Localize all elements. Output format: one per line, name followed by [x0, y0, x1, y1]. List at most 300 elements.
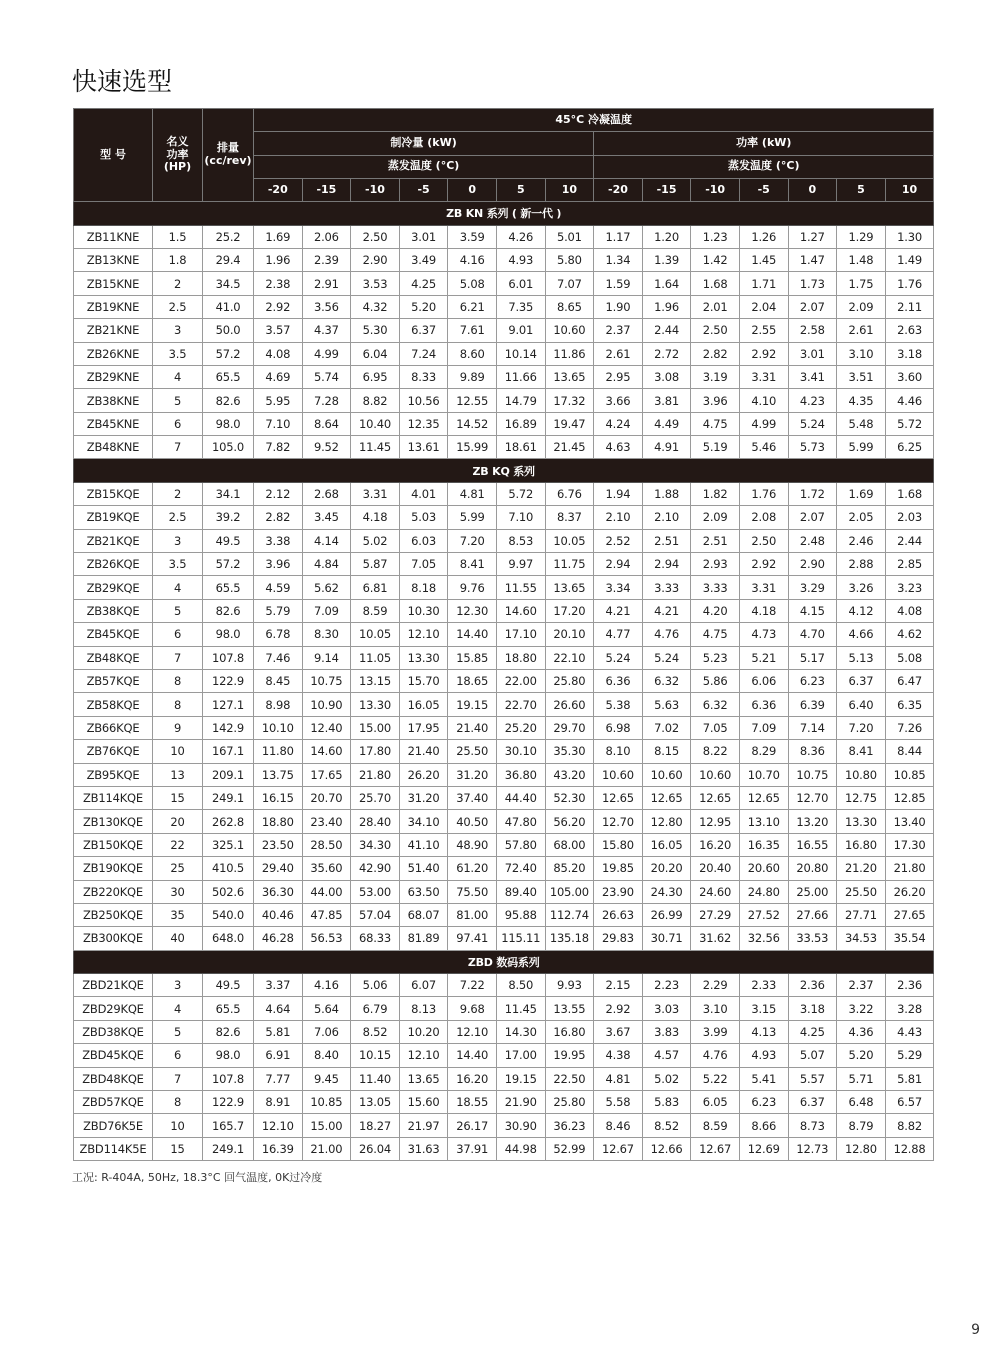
table-cell: 6.81 [351, 576, 400, 599]
table-cell: 4.37 [302, 319, 351, 342]
table-cell: 36.80 [496, 763, 545, 786]
model-cell: ZB21KNE [74, 319, 153, 342]
table-cell: 22.70 [496, 693, 545, 716]
table-cell: 14.30 [496, 1020, 545, 1043]
table-cell: 4.32 [351, 295, 400, 318]
table-cell: 4.70 [788, 623, 837, 646]
table-cell: 2.05 [837, 506, 886, 529]
table-cell: 1.76 [739, 482, 788, 505]
table-cell: 3.56 [302, 295, 351, 318]
table-cell: 8.79 [837, 1114, 886, 1137]
table-cell: 27.29 [691, 903, 740, 926]
table-cell: 2.72 [642, 342, 691, 365]
table-cell: 36.30 [254, 880, 303, 903]
table-cell: 2.93 [691, 553, 740, 576]
table-cell: 12.35 [399, 412, 448, 435]
table-cell: 3.18 [885, 342, 934, 365]
table-cell: 209.1 [203, 763, 254, 786]
table-row [74, 295, 934, 318]
table-cell: 1.34 [594, 248, 643, 271]
table-cell: 4 [153, 576, 203, 599]
table-cell: 2.85 [885, 553, 934, 576]
table-cell: 4.93 [739, 1044, 788, 1067]
table-cell: 2.39 [302, 248, 351, 271]
table-cell: 5 [153, 599, 203, 622]
table-cell: 1.20 [642, 225, 691, 248]
table-cell: 6.37 [788, 1091, 837, 1114]
table-cell: 12.30 [448, 599, 497, 622]
table-cell: 27.65 [885, 903, 934, 926]
table-cell: 20.40 [691, 857, 740, 880]
table-cell: 7 [153, 646, 203, 669]
table-cell: 3.81 [642, 389, 691, 412]
table-cell: 12.10 [254, 1114, 303, 1137]
table-cell: 4.73 [739, 623, 788, 646]
table-cell: 85.20 [545, 857, 594, 880]
table-cell: 1.75 [837, 272, 886, 295]
table-cell: 15.80 [594, 833, 643, 856]
table-cell: 41.0 [203, 295, 254, 318]
header-cooling: 制冷量 (kW) [254, 132, 594, 155]
table-cell: 1.59 [594, 272, 643, 295]
table-cell: 3.10 [691, 997, 740, 1020]
table-cell: 11.45 [351, 436, 400, 459]
table-cell: 6.23 [788, 670, 837, 693]
table-cell: 98.0 [203, 412, 254, 435]
table-cell: 9 [153, 716, 203, 739]
table-cell: 4.91 [642, 436, 691, 459]
model-cell: ZB150KQE [74, 833, 153, 856]
table-cell: 7.05 [691, 716, 740, 739]
table-cell: 25.80 [545, 1091, 594, 1114]
table-cell: 6 [153, 1044, 203, 1067]
table-cell: 7 [153, 1067, 203, 1090]
table-cell: 11.66 [496, 365, 545, 388]
table-cell: 82.6 [203, 1020, 254, 1043]
table-cell: 11.05 [351, 646, 400, 669]
table-cell: 2.37 [594, 319, 643, 342]
table-cell: 107.8 [203, 1067, 254, 1090]
table-cell: 25.50 [448, 740, 497, 763]
table-row [74, 599, 934, 622]
table-cell: 5.24 [788, 412, 837, 435]
table-cell: 11.45 [496, 997, 545, 1020]
table-cell: 34.10 [399, 810, 448, 833]
table-cell: 8.37 [545, 506, 594, 529]
table-cell: 12.80 [642, 810, 691, 833]
table-cell: 47.80 [496, 810, 545, 833]
table-cell: 4.15 [788, 599, 837, 622]
table-cell: 7.77 [254, 1067, 303, 1090]
table-cell: 115.11 [496, 927, 545, 950]
table-cell: 7.24 [399, 342, 448, 365]
table-cell: 12.65 [642, 786, 691, 809]
table-cell: 2.23 [642, 974, 691, 997]
table-cell: 2.61 [837, 319, 886, 342]
table-cell: 5.72 [496, 482, 545, 505]
table-cell: 4.62 [885, 623, 934, 646]
table-cell: 2.92 [739, 342, 788, 365]
table-cell: 98.0 [203, 623, 254, 646]
table-cell: 11.40 [351, 1067, 400, 1090]
table-cell: 107.8 [203, 646, 254, 669]
table-cell: 6.36 [594, 670, 643, 693]
table-cell: 14.52 [448, 412, 497, 435]
table-cell: 2.82 [254, 506, 303, 529]
table-cell: 5 [153, 1020, 203, 1043]
table-cell: 8.59 [691, 1114, 740, 1137]
table-cell: 37.91 [448, 1137, 497, 1160]
table-cell: 5.80 [545, 248, 594, 271]
header-model: 型 号 [74, 109, 153, 202]
table-cell: 4.13 [739, 1020, 788, 1043]
table-cell: 89.40 [496, 880, 545, 903]
table-cell: 4.76 [691, 1044, 740, 1067]
table-cell: 25.00 [788, 880, 837, 903]
table-cell: 8.33 [399, 365, 448, 388]
table-cell: 5.86 [691, 670, 740, 693]
table-cell: 14.40 [448, 1044, 497, 1067]
table-cell: 5.07 [788, 1044, 837, 1067]
table-cell: 7.02 [642, 716, 691, 739]
table-cell: 11.55 [496, 576, 545, 599]
table-cell: 8.45 [254, 670, 303, 693]
table-cell: 2.52 [594, 529, 643, 552]
model-cell: ZB95KQE [74, 763, 153, 786]
table-cell: 2.50 [739, 529, 788, 552]
table-cell: 26.20 [399, 763, 448, 786]
table-cell: 112.74 [545, 903, 594, 926]
table-cell: 24.80 [739, 880, 788, 903]
table-cell: 7.35 [496, 295, 545, 318]
table-row [74, 436, 934, 459]
table-cell: 9.01 [496, 319, 545, 342]
table-cell: 5.64 [302, 997, 351, 1020]
table-cell: 8.29 [739, 740, 788, 763]
table-cell: 1.88 [642, 482, 691, 505]
table-cell: 13.75 [254, 763, 303, 786]
table-cell: 4.63 [594, 436, 643, 459]
table-cell: 4.20 [691, 599, 740, 622]
table-cell: 3.66 [594, 389, 643, 412]
table-cell: 6.98 [594, 716, 643, 739]
table-cell: 8.15 [642, 740, 691, 763]
table-cell: 18.27 [351, 1114, 400, 1137]
temp-header-cell: 0 [788, 178, 837, 201]
table-cell: 10.15 [351, 1044, 400, 1067]
model-cell: ZBD57KQE [74, 1091, 153, 1114]
table-cell: 1.29 [837, 225, 886, 248]
table-cell: 4.66 [837, 623, 886, 646]
table-cell: 4 [153, 365, 203, 388]
table-row [74, 576, 934, 599]
model-cell: ZB26KNE [74, 342, 153, 365]
table-cell: 8.64 [302, 412, 351, 435]
table-cell: 12.67 [594, 1137, 643, 1160]
table-cell: 12.55 [448, 389, 497, 412]
model-cell: ZB66KQE [74, 716, 153, 739]
table-cell: 1.71 [739, 272, 788, 295]
table-cell: 3.59 [448, 225, 497, 248]
table-cell: 37.40 [448, 786, 497, 809]
table-cell: 4.93 [496, 248, 545, 271]
table-cell: 4.64 [254, 997, 303, 1020]
table-cell: 7.05 [399, 553, 448, 576]
table-cell: 5.06 [351, 974, 400, 997]
table-cell: 2.51 [691, 529, 740, 552]
model-cell: ZB11KNE [74, 225, 153, 248]
table-row [74, 880, 934, 903]
table-cell: 7.82 [254, 436, 303, 459]
table-cell: 4.12 [837, 599, 886, 622]
table-cell: 6.36 [739, 693, 788, 716]
table-cell: 8.66 [739, 1114, 788, 1137]
table-cell: 16.05 [399, 693, 448, 716]
table-cell: 34.1 [203, 482, 254, 505]
table-cell: 8.36 [788, 740, 837, 763]
table-cell: 16.39 [254, 1137, 303, 1160]
model-cell: ZBD48KQE [74, 1067, 153, 1090]
table-row [74, 810, 934, 833]
table-cell: 29.4 [203, 248, 254, 271]
table-cell: 82.6 [203, 389, 254, 412]
table-cell: 4.49 [642, 412, 691, 435]
table-cell: 15.00 [302, 1114, 351, 1137]
table-row [74, 248, 934, 271]
table-cell: 8.60 [448, 342, 497, 365]
table-cell: 3.41 [788, 365, 837, 388]
table-cell: 13.65 [545, 365, 594, 388]
table-cell: 1.64 [642, 272, 691, 295]
table-cell: 7.46 [254, 646, 303, 669]
table-cell: 17.32 [545, 389, 594, 412]
table-cell: 3.51 [837, 365, 886, 388]
table-cell: 3.01 [788, 342, 837, 365]
table-cell: 24.60 [691, 880, 740, 903]
table-cell: 2.50 [351, 225, 400, 248]
table-cell: 22.10 [545, 646, 594, 669]
table-cell: 4.81 [594, 1067, 643, 1090]
table-cell: 105.00 [545, 880, 594, 903]
table-cell: 12.70 [594, 810, 643, 833]
table-cell: 57.04 [351, 903, 400, 926]
table-cell: 1.30 [885, 225, 934, 248]
table-cell: 30.90 [496, 1114, 545, 1137]
table-cell: 1.68 [885, 482, 934, 505]
table-cell: 5.08 [885, 646, 934, 669]
table-cell: 23.50 [254, 833, 303, 856]
table-cell: 1.69 [254, 225, 303, 248]
table-cell: 68.07 [399, 903, 448, 926]
table-cell: 39.2 [203, 506, 254, 529]
table-row [74, 365, 934, 388]
model-cell: ZBD21KQE [74, 974, 153, 997]
model-cell: ZB15KNE [74, 272, 153, 295]
temp-header-cell: -15 [642, 178, 691, 201]
table-cell: 25.20 [496, 716, 545, 739]
table-cell: 2.03 [885, 506, 934, 529]
table-cell: 11.75 [545, 553, 594, 576]
table-cell: 2.92 [739, 553, 788, 576]
table-cell: 29.40 [254, 857, 303, 880]
table-cell: 22 [153, 833, 203, 856]
table-cell: 7.20 [448, 529, 497, 552]
table-cell: 6.06 [739, 670, 788, 693]
table-cell: 1.45 [739, 248, 788, 271]
table-cell: 2.95 [594, 365, 643, 388]
table-cell: 3.83 [642, 1020, 691, 1043]
table-cell: 2.90 [351, 248, 400, 271]
table-cell: 8.22 [691, 740, 740, 763]
table-cell: 8.40 [302, 1044, 351, 1067]
table-cell: 12.10 [399, 1044, 448, 1067]
table-cell: 21.80 [885, 857, 934, 880]
table-cell: 7.14 [788, 716, 837, 739]
table-cell: 2.10 [594, 506, 643, 529]
table-cell: 1.90 [594, 295, 643, 318]
table-cell: 2.09 [691, 506, 740, 529]
table-cell: 29.70 [545, 716, 594, 739]
table-cell: 26.20 [885, 880, 934, 903]
model-cell: ZB38KNE [74, 389, 153, 412]
table-cell: 10 [153, 1114, 203, 1137]
table-cell: 10.56 [399, 389, 448, 412]
table-cell: 6.23 [739, 1091, 788, 1114]
table-cell: 10.85 [302, 1091, 351, 1114]
table-cell: 2.37 [837, 974, 886, 997]
header-power: 功率 (kW) [594, 132, 934, 155]
table-cell: 13.61 [399, 436, 448, 459]
table-cell: 3.15 [739, 997, 788, 1020]
table-cell: 2.55 [739, 319, 788, 342]
table-cell: 5.79 [254, 599, 303, 622]
model-cell: ZB29KNE [74, 365, 153, 388]
table-cell: 6.07 [399, 974, 448, 997]
series-row [74, 202, 934, 225]
table-cell: 2.5 [153, 506, 203, 529]
table-cell: 2.88 [837, 553, 886, 576]
table-cell: 25.70 [351, 786, 400, 809]
table-cell: 2.10 [642, 506, 691, 529]
table-cell: 5.01 [545, 225, 594, 248]
table-cell: 15.00 [351, 716, 400, 739]
table-cell: 1.8 [153, 248, 203, 271]
table-cell: 648.0 [203, 927, 254, 950]
model-cell: ZB21KQE [74, 529, 153, 552]
table-cell: 46.28 [254, 927, 303, 950]
table-cell: 34.5 [203, 272, 254, 295]
model-cell: ZB45KQE [74, 623, 153, 646]
table-cell: 4.26 [496, 225, 545, 248]
table-cell: 5.71 [837, 1067, 886, 1090]
table-cell: 7.07 [545, 272, 594, 295]
table-cell: 21.40 [399, 740, 448, 763]
table-cell: 10.40 [351, 412, 400, 435]
table-cell: 2.61 [594, 342, 643, 365]
table-cell: 6.32 [642, 670, 691, 693]
table-cell: 6.21 [448, 295, 497, 318]
table-cell: 6.76 [545, 482, 594, 505]
table-cell: 8.44 [885, 740, 934, 763]
table-cell: 47.85 [302, 903, 351, 926]
table-cell: 12.73 [788, 1137, 837, 1160]
table-cell: 65.5 [203, 576, 254, 599]
table-cell: 16.05 [642, 833, 691, 856]
table-cell: 502.6 [203, 880, 254, 903]
temp-header-cell: 0 [448, 178, 497, 201]
table-cell: 3.29 [788, 576, 837, 599]
table-cell: 31.62 [691, 927, 740, 950]
table-cell: 5 [153, 389, 203, 412]
table-cell: 8.65 [545, 295, 594, 318]
table-row [74, 997, 934, 1020]
table-cell: 4 [153, 997, 203, 1020]
table-cell: 1.47 [788, 248, 837, 271]
table-cell: 22.00 [496, 670, 545, 693]
table-cell: 10.20 [399, 1020, 448, 1043]
table-cell: 63.50 [399, 880, 448, 903]
header-condensing: 45°C 冷凝温度 [254, 109, 934, 132]
temp-header-cell: -15 [302, 178, 351, 201]
table-cell: 3.08 [642, 365, 691, 388]
table-cell: 9.89 [448, 365, 497, 388]
table-cell: 65.5 [203, 365, 254, 388]
table-cell: 1.96 [254, 248, 303, 271]
table-cell: 5.57 [788, 1067, 837, 1090]
table-cell: 68.00 [545, 833, 594, 856]
temp-header-cell: -10 [351, 178, 400, 201]
table-cell: 21.90 [496, 1091, 545, 1114]
table-cell: 3.5 [153, 553, 203, 576]
table-cell: 14.40 [448, 623, 497, 646]
table-row [74, 1044, 934, 1067]
table-cell: 13.65 [399, 1067, 448, 1090]
table-cell: 95.88 [496, 903, 545, 926]
table-cell: 16.20 [448, 1067, 497, 1090]
table-cell: 5.87 [351, 553, 400, 576]
table-cell: 4.23 [788, 389, 837, 412]
table-cell: 12.88 [885, 1137, 934, 1160]
table-cell: 7.26 [885, 716, 934, 739]
table-row [74, 529, 934, 552]
table-cell: 2.92 [594, 997, 643, 1020]
table-cell: 52.99 [545, 1137, 594, 1160]
table-row [74, 1091, 934, 1114]
table-cell: 5.73 [788, 436, 837, 459]
table-cell: 13.65 [545, 576, 594, 599]
table-cell: 4.16 [448, 248, 497, 271]
table-cell: 4.46 [885, 389, 934, 412]
table-cell: 13 [153, 763, 203, 786]
table-cell: 5.08 [448, 272, 497, 295]
table-cell: 17.65 [302, 763, 351, 786]
table-cell: 75.50 [448, 880, 497, 903]
table-cell: 4.35 [837, 389, 886, 412]
table-cell: 14.60 [496, 599, 545, 622]
table-cell: 8.91 [254, 1091, 303, 1114]
table-cell: 325.1 [203, 833, 254, 856]
table-cell: 3.33 [691, 576, 740, 599]
table-cell: 6.40 [837, 693, 886, 716]
table-cell: 2.44 [642, 319, 691, 342]
table-cell: 40.50 [448, 810, 497, 833]
table-cell: 7.61 [448, 319, 497, 342]
model-cell: ZBD45KQE [74, 1044, 153, 1067]
table-cell: 3.33 [642, 576, 691, 599]
table-cell: 3.96 [691, 389, 740, 412]
table-cell: 5.81 [254, 1020, 303, 1043]
table-cell: 16.15 [254, 786, 303, 809]
